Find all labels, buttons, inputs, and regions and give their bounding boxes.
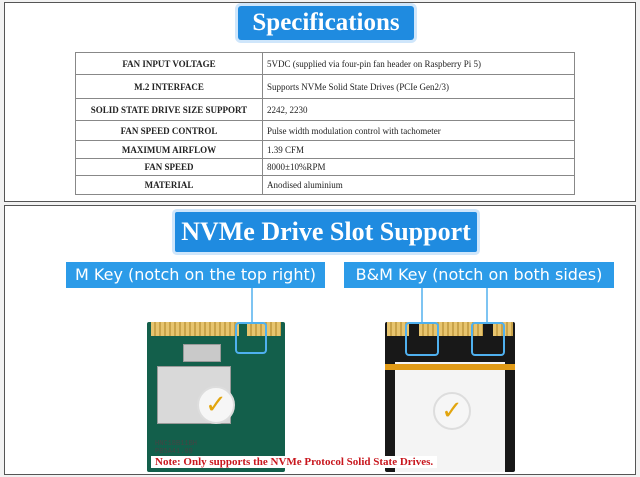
spec-value: 1.39 CFM bbox=[263, 141, 575, 159]
bm-key-guide-line-right bbox=[486, 288, 488, 323]
bm-key-label: B&M Key (notch on both sides) bbox=[344, 262, 614, 288]
spec-key: M.2 INTERFACE bbox=[76, 75, 263, 99]
nvme-title: NVMe Drive Slot Support bbox=[175, 212, 477, 252]
nvme-support-panel bbox=[4, 205, 636, 475]
table-row bbox=[76, 99, 575, 121]
bm-key-notch-highlight-right bbox=[471, 322, 505, 356]
label-stripe bbox=[385, 364, 515, 370]
m-key-guide-line bbox=[251, 288, 253, 323]
table-row bbox=[76, 159, 575, 176]
bm-key-notch-highlight-left bbox=[405, 322, 439, 356]
specifications-table bbox=[75, 52, 575, 195]
compatibility-note: Note: Only supports the NVMe Protocol Solid State Drives. bbox=[151, 456, 437, 468]
sticker-label bbox=[183, 344, 221, 362]
spec-key: SOLID STATE DRIVE SIZE SUPPORT bbox=[76, 99, 263, 121]
spec-value: 8000±10%RPM bbox=[263, 159, 575, 176]
specifications-panel bbox=[4, 2, 636, 202]
m-key-label: M Key (notch on the top right) bbox=[66, 262, 325, 288]
checkmark-icon: ✓ bbox=[433, 392, 471, 430]
m-key-gold-contacts bbox=[151, 322, 239, 336]
spec-value: Pulse width modulation control with tachometer bbox=[263, 121, 575, 141]
table-row bbox=[76, 141, 575, 159]
spec-key: FAN INPUT VOLTAGE bbox=[76, 53, 263, 75]
table-row bbox=[76, 75, 575, 99]
checkmark-icon: ✓ bbox=[197, 386, 235, 424]
spec-key: FAN SPEED CONTROL bbox=[76, 121, 263, 141]
spec-key: MATERIAL bbox=[76, 176, 263, 195]
spec-value: Anodised aluminium bbox=[263, 176, 575, 195]
bm-key-guide-line-left bbox=[421, 288, 423, 323]
spec-value: Supports NVMe Solid State Drives (PCIe Gen2/3) bbox=[263, 75, 575, 99]
chip-marking: HNC18B11BH PB5A41.09 bbox=[155, 440, 198, 456]
specifications-title: Specifications bbox=[238, 6, 414, 40]
spec-key: MAXIMUM AIRFLOW bbox=[76, 141, 263, 159]
spec-key: FAN SPEED bbox=[76, 159, 263, 176]
spec-value: 5VDC (supplied via four-pin fan header on Raspberry Pi 5) bbox=[263, 53, 575, 75]
table-row bbox=[76, 176, 575, 195]
table-row bbox=[76, 121, 575, 141]
m-key-notch-highlight bbox=[235, 322, 267, 354]
table-row bbox=[76, 53, 575, 75]
spec-value: 2242, 2230 bbox=[263, 99, 575, 121]
